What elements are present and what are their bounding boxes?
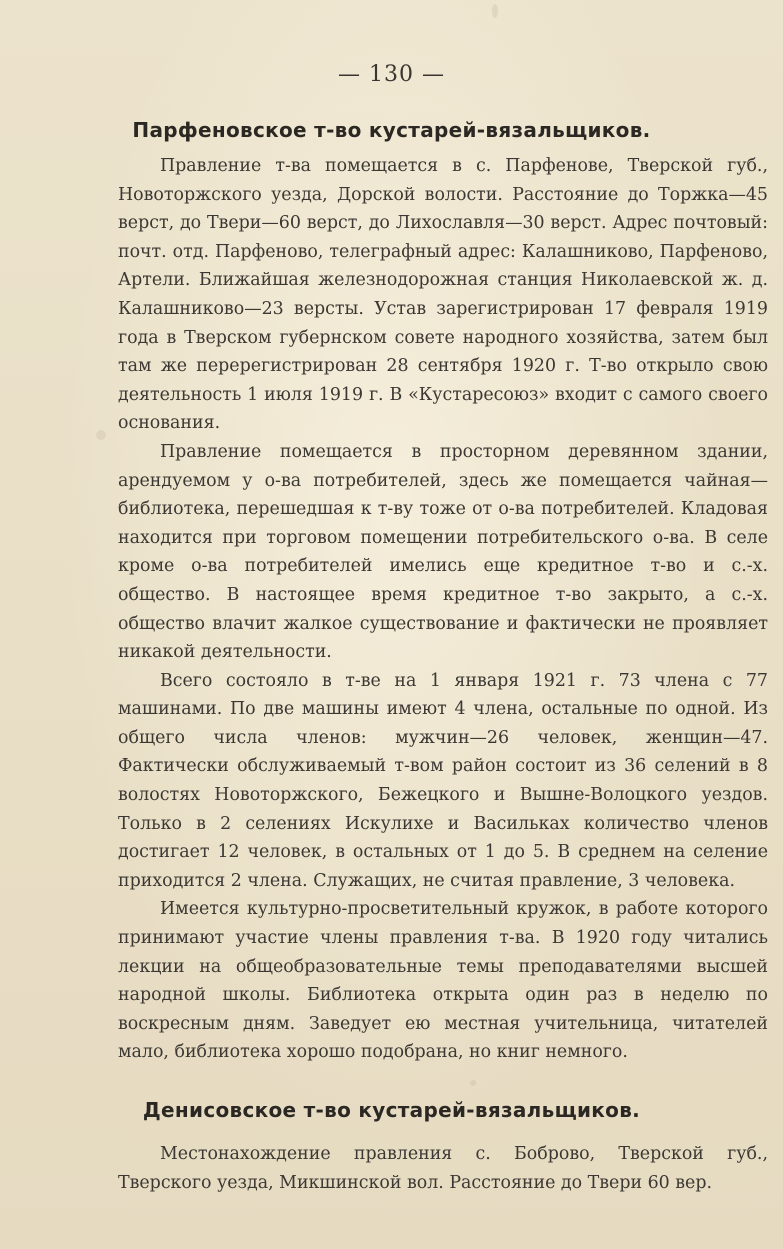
section-title-denisovskoe: Денисовское т-во кустарей-вязальщиков.: [142, 1098, 641, 1122]
paper-speck: [492, 4, 498, 18]
page-number: — 130 —: [338, 62, 445, 87]
paragraph: Правление т-ва помещается в с. Парфенове, Тверской губ., Новоторжского уезда, Дорской волости. Расстояние до Торжка—45 верст, до Твери—60 верст, до Лихославля—30 верст. Адрес почтовый: почт. отд. Парфеново, телеграфный адрес: Калашниково, Парфеново, Артели. Ближайшая железнодорожная станция Николаевской ж. д. Калашниково—23 версты. Устав зарегистрирован 17 февраля 1919 года в Тверском губернском совете народного хозяйства, затем был там же перерегистрирован 28 сентября 1920 г. Т-во открыло свою деятельность 1 июля 1919 г. В «Кустаресоюз» входит с самого своего основания.: [118, 156, 768, 434]
paragraph: Имеется культурно-просветительный кружок, в работе которого принимают участие члены правления т-ва. В 1920 году читались лекции на общеобразовательные темы преподавателями высшей народной школы. Библиотека открыта один раз в неделю по воскресным дням. Заведует ею местная учительница, читателей мало, библиотека хорошо подобрана, но книг немного.: [118, 899, 768, 1063]
paragraph: Всего состояло в т-ве на 1 января 1921 г. 73 члена с 77 машинами. По две машины имеют 4 члена, остальные по одной. Из общего числа членов: мужчин—26 человек, женщин—47. Фактически обслуживаемый т-вом район состоит из 36 селений в 8 волостях Новоторжского, Бежецкого и Вышне-Волоцкого уездов. Только в 2 селениях Искулихе и Васильках количество членов достигает 12 человек, в остальных от 1 до 5. В среднем на селение приходится 2 члена. Служащих, не считая правление, 3 человека.: [118, 670, 768, 891]
section-body-denisovskoe: [118, 1140, 768, 1197]
section-title-parfenovskoe: Парфеновское т-во кустарей-вязальщиков.: [132, 118, 651, 142]
paragraph: Правление помещается в просторном деревянном здании, арендуемом у о-ва потребителей, здесь же помещается чайная—библиотека, перешедшая к т-ву тоже от о-ва потребителей. Кладовая находится при торговом помещении потребительского о-ва. В селе кроме о-ва потребителей имелись еще кредитное т-во и с.-х. общество. В настоящее время кредитное т-во закрыто, а с.-х. общество влачит жалкое существование и фактически не проявляет никакой деятельности.: [118, 441, 768, 663]
paper-speck: [96, 430, 106, 440]
paragraph: Местонахождение правления с. Боброво, Тверской губ., Тверского уезда, Микшинской вол. Расстояние до Твери 60 вер.: [118, 1144, 768, 1193]
section-body-parfenovskoe: [118, 152, 768, 1067]
paper-speck: [470, 1080, 476, 1086]
